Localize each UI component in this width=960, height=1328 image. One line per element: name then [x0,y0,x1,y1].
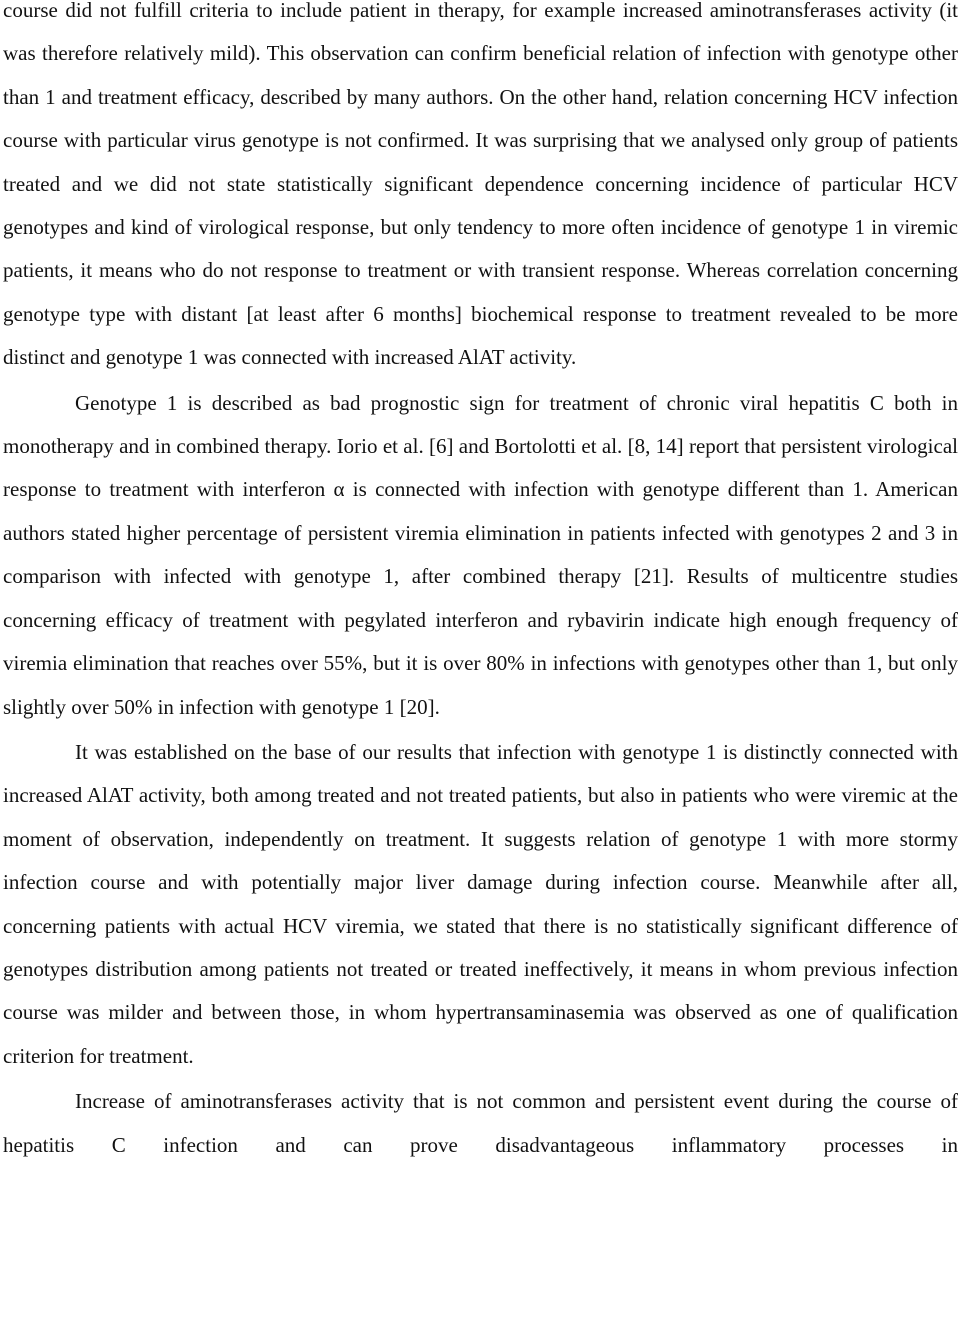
body-paragraph-1: course did not fulfill criteria to include patient in therapy, for example increased aminotransferases activity (it was therefore relatively mild). This observation can confirm beneficial relation of infection with genotype other than 1 and treatment efficacy, described by many authors. On the other hand, relation concerning HCV infection course with particular virus genotype is not confirmed. It was surprising that we analysed only group of patients treated and we did not state statistically significant dependence concerning incidence of particular HCV genotypes and kind of virological response, but only tendency to more often incidence of genotype 1 in viremic patients, it means who do not response to treatment or with transient response. Whereas correlation concerning genotype type with distant [at least after 6 months] biochemical response to treatment revealed to be more distinct and genotype 1 was connected with increased AlAT activity. [3,0,958,370]
body-paragraph-3: It was established on the base of our results that infection with genotype 1 is distinctly connected with increased AlAT activity, both among treated and not treated patients, but also in patients who were viremic at the moment of observation, independently on treatment. It suggests relation of genotype 1 with more stormy infection course and with potentially major liver damage during infection course. Meanwhile after all, concerning patients with actual HCV viremia, we stated that there is no statistically significant difference of genotypes distribution among patients not treated or treated ineffectively, it means in whom previous infection course was milder and between those, in whom hypertransaminasemia was observed as one of qualification criterion for treatment. [3,739,958,1068]
body-paragraph-2: Genotype 1 is described as bad prognostic sign for treatment of chronic viral hepatitis C both in monotherapy and in combined therapy. Iorio et al. [6] and Bortolotti et al. [8, 14] report that persistent virological response to treatment with interferon α is connected with infection with genotype different than 1. American authors stated higher percentage of persistent viremia elimination in patients infected with genotypes 2 and 3 in comparison with infected with genotype 1, after combined therapy [21]. Results of multicentre studies concerning efficacy of treatment with pegylated interferon and rybavirin indicate high enough frequency of viremia elimination that reaches over 55%, but it is over 80% in infections with genotypes other than 1, but only slightly over 50% in infection with genotype 1 [20]. [3,390,958,719]
document-page [3,0,958,1167]
body-paragraph-4: Increase of aminotransferases activity that is not common and persistent event during the course of hepatitis C infection and can prove disadvantageous inflammatory processes in [3,1089,958,1157]
